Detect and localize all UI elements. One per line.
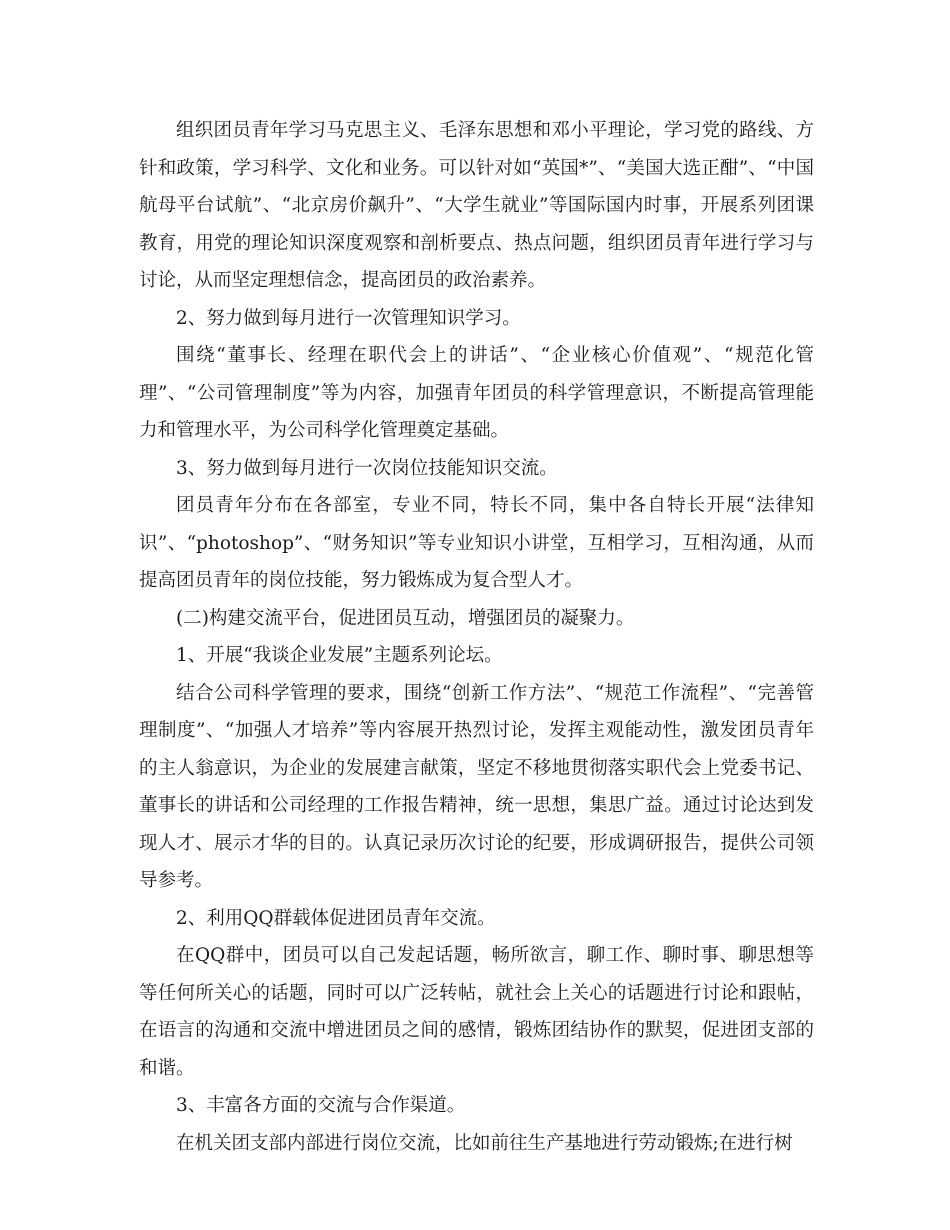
heading-skills-exchange: 3、努力做到每月进行一次岗位技能知识交流。 (176, 457, 558, 479)
heading-channels: 3、丰富各方面的交流与合作渠道。 (176, 1095, 466, 1116)
heading-forum: 1、开展“我谈企业发展”主题系列论坛。 (176, 645, 503, 666)
paragraph-management-study: 围绕“董事长、经理在职代会上的讲话”、“企业核心价值观”、“规范化管理”、“公司管理制度”等为内容，加强青年团员的科学管理意识，不断提高管理能力和管理水平，为公司科学化管理奠定基础。 (139, 345, 814, 441)
section-heading-exchange-platform: (二)构建交流平台，促进团员互动，增强团员的凝聚力。 (176, 607, 635, 629)
paragraph-forum: 结合公司科学管理的要求，围绕“创新工作方法”、“规范工作流程”、“完善管理制度”、“加强人才培养”等内容展开热烈讨论，发挥主观能动性，激发团员青年的主人翁意识，为企业的发展建言献策，坚定不移地贯彻落实职代会上党委书记、董事长的讲话和公司经理的工作报告精神，统一思想，集思广益。通过讨论达到发现人才、展示才华的目的。认真记录历次讨论的纪要，形成调研报告，提供公司领导参考。 (139, 682, 814, 891)
paragraph-skills-exchange: 团员青年分布在各部室，专业不同，特长不同，集中各自特长开展“法律知识”、“photoshop”、“财务知识”等专业知识小讲堂，互相学习，互相沟通，从而提高团员青年的岗位技能，努力锻炼成为复合型人才。 (139, 495, 814, 591)
heading-management-study: 2、努力做到每月进行一次管理知识学习。 (176, 307, 521, 329)
paragraph-channels: 在机关团支部内部进行岗位交流，比如前往生产基地进行劳动锻炼;在进行树 (176, 1132, 793, 1154)
document-body (139, 112, 814, 1162)
heading-qq-group: 2、利用QQ群载体促进团员青年交流。 (176, 907, 496, 929)
paragraph-qq-group: 在QQ群中，团员可以自己发起话题，畅所欲言，聊工作、聊时事、聊思想等等任何所关心的话题，同时可以广泛转帖，就社会上关心的话题进行讨论和跟帖，在语言的沟通和交流中增进团员之间的感情，锻炼团结协作的默契，促进团支部的和谐。 (139, 945, 814, 1079)
paragraph-study-theory: 组织团员青年学习马克思主义、毛泽东思想和邓小平理论，学习党的路线、方针和政策，学习科学、文化和业务。可以针对如“英国*”、“美国大选正酣”、“中国航母平台试航”、“北京房价飙升”、“大学生就业”等国际国内时事，开展系列团课教育，用党的理论知识深度观察和剖析要点、热点问题，组织团员青年进行学习与讨论，从而坚定理想信念，提高团员的政治素养。 (139, 120, 814, 291)
